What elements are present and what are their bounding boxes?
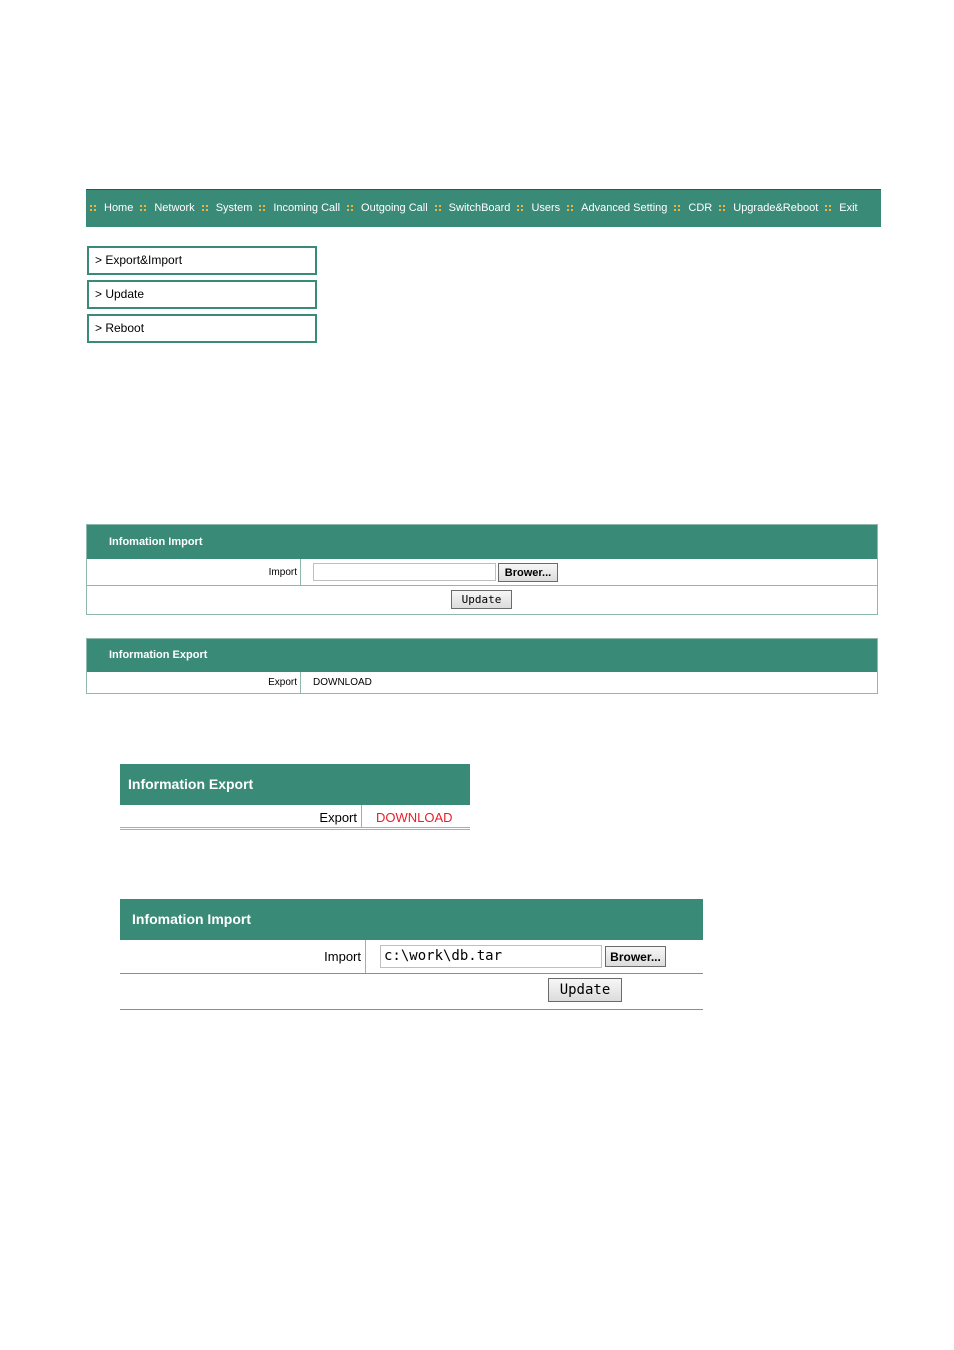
- export-row: [87, 672, 877, 693]
- update-row: [87, 586, 877, 614]
- update-zoom-row: [120, 974, 703, 1010]
- import-zoom-field-cell: [366, 940, 703, 973]
- bullet-icon: [259, 205, 265, 211]
- import-zoom-row: [120, 940, 703, 974]
- import-field-cell: [301, 559, 877, 585]
- browse-button[interactable]: Brower...: [498, 563, 558, 582]
- side-menu-reboot[interactable]: > Reboot: [87, 314, 317, 343]
- side-menu-export-import[interactable]: > Export&Import: [87, 246, 317, 275]
- update-zoom-button[interactable]: Update: [548, 978, 622, 1002]
- bullet-icon: [719, 205, 725, 211]
- nav-top-border: [86, 189, 881, 190]
- import-zoom-title: Infomation Import: [120, 899, 703, 940]
- nav-item-switchboard[interactable]: SwitchBoard: [435, 202, 511, 214]
- import-panel-title: Infomation Import: [87, 525, 877, 559]
- import-row: [87, 559, 877, 586]
- nav-item-exit[interactable]: Exit: [825, 202, 857, 214]
- side-menu-update[interactable]: > Update: [87, 280, 317, 309]
- nav-item-home[interactable]: Home: [90, 202, 133, 214]
- export-panel-title: Information Export: [87, 639, 877, 672]
- export-zoom-row: [120, 805, 470, 830]
- import-zoom-file-input[interactable]: c:\work\db.tar: [380, 945, 602, 968]
- import-zoom-label: Import: [120, 940, 366, 973]
- export-zoom-panel: [120, 764, 470, 833]
- nav-item-users[interactable]: Users: [517, 202, 560, 214]
- bullet-icon: [517, 205, 523, 211]
- update-button[interactable]: Update: [451, 590, 512, 609]
- bullet-icon: [567, 205, 573, 211]
- nav-item-incoming-call[interactable]: Incoming Call: [259, 202, 340, 214]
- bullet-icon: [90, 205, 96, 211]
- bullet-icon: [202, 205, 208, 211]
- import-file-input[interactable]: [313, 563, 496, 581]
- nav-item-system[interactable]: System: [202, 202, 253, 214]
- bullet-icon: [674, 205, 680, 211]
- export-label: Export: [87, 672, 301, 693]
- export-zoom-label: Export: [120, 805, 362, 827]
- nav-item-upgrade-reboot[interactable]: Upgrade&Reboot: [719, 202, 818, 214]
- export-zoom-title: Information Export: [120, 764, 470, 805]
- bullet-icon: [140, 205, 146, 211]
- download-zoom-link[interactable]: DOWNLOAD: [376, 810, 453, 825]
- bullet-icon: [347, 205, 353, 211]
- nav-item-advanced-setting[interactable]: Advanced Setting: [567, 202, 667, 214]
- import-label: Import: [87, 559, 301, 585]
- top-nav: [86, 189, 881, 227]
- bullet-icon: [825, 205, 831, 211]
- export-panel: [86, 638, 878, 694]
- import-zoom-panel: [120, 899, 703, 1010]
- bullet-icon: [435, 205, 441, 211]
- nav-item-network[interactable]: Network: [140, 202, 194, 214]
- import-panel: [86, 524, 878, 615]
- nav-item-outgoing-call[interactable]: Outgoing Call: [347, 202, 428, 214]
- download-link[interactable]: DOWNLOAD: [313, 677, 372, 688]
- browse-zoom-button[interactable]: Brower...: [605, 946, 666, 967]
- nav-item-cdr[interactable]: CDR: [674, 202, 712, 214]
